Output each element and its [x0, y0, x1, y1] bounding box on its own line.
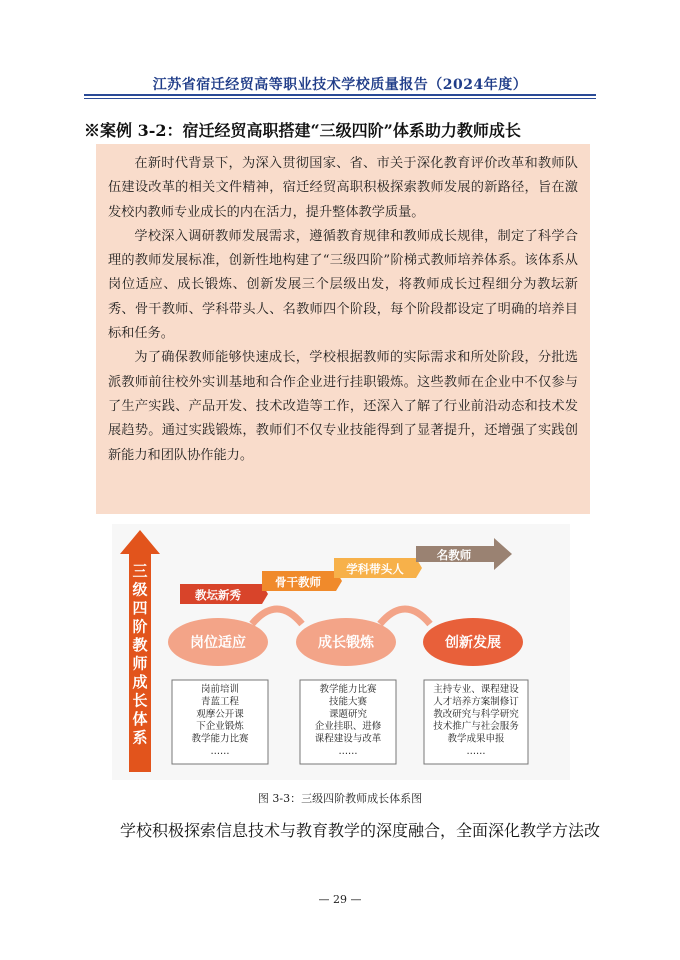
stage-label-2: 骨干教师	[275, 575, 321, 589]
case-text-box	[96, 144, 590, 514]
vertical-label-char: 级	[132, 580, 148, 599]
level-label-2: 成长锻炼	[318, 635, 374, 651]
header-divider	[84, 94, 596, 99]
level-list-item: 教学成果申报	[447, 733, 505, 745]
level-list-item: 教改研究与科学研究	[433, 708, 519, 720]
stage-label-3: 学科带头人	[346, 562, 404, 576]
level-label-1: 岗位适应	[190, 635, 246, 651]
page-number: — 29 —	[318, 893, 362, 906]
level-list-item: ……	[466, 746, 486, 757]
stage-label-1: 教坛新秀	[195, 588, 241, 602]
level-list-item: 下企业锻炼	[196, 721, 244, 733]
level-list-item: ……	[338, 746, 358, 757]
case-paragraph-3: 为了确保教师能够快速成长，学校根据教师的实际需求和所处阶段，分批选派教师前往校外实训基地和合作企业进行挂职锻炼。这些教师在企业中不仅参与了生产实践、产品开发、技术改造等工作，还深入了解了行业前沿动态和技术发展趋势。通过实践锻炼，教师们不仅专业技能得到了显著提升，还增强了实践创新能力和团队协作能力。	[108, 350, 578, 463]
report-header-title: 江苏省宿迁经贸高等职业技术学校质量报告（2024年度）	[152, 77, 528, 93]
level-list-item: 教学能力比赛	[191, 733, 249, 745]
level-list-item: 观摩公开课	[196, 708, 244, 720]
vertical-label-char: 成	[132, 673, 148, 691]
vertical-label-char: 教	[132, 636, 148, 654]
vertical-label-char: 长	[132, 691, 148, 710]
vertical-label	[132, 562, 148, 747]
case-paragraph-1: 在新时代背景下，为深入贯彻国家、省、市关于深化教育评价改革和教师队伍建设改革的相关文件精神，宿迁经贸高职积极探索教师发展的新路径，旨在激发校内教师专业成长的内在活力，提升整体教学质量。	[108, 156, 578, 220]
level-list-item: 课题研究	[328, 708, 368, 720]
level-label-3: 创新发展	[445, 635, 501, 651]
vertical-label-char: 三	[132, 562, 148, 580]
level-list-item: 岗前培训	[200, 684, 240, 695]
vertical-label-char: 阶	[132, 617, 148, 636]
level-list-item: 技术推广与社会服务	[433, 721, 519, 733]
level-list-item: 青蓝工程	[200, 696, 240, 708]
vertical-label-char: 体	[132, 710, 148, 728]
figure-caption: 图 3-3：三级四阶教师成长体系图	[257, 792, 423, 805]
body-text: 学校积极探索信息技术与教育教学的深度融合，全面深化教学方法改	[120, 821, 601, 840]
level-list-item: 企业挂职、进修	[314, 721, 382, 733]
vertical-label-char: 系	[132, 728, 148, 747]
stage-label-4: 名教师	[436, 548, 472, 562]
case-paragraph-2: 学校深入调研教师发展需求，遵循教育规律和教师成长规律，制定了科学合理的教师发展标准，创新性地构建了“三级四阶”阶梯式教师培养体系。该体系从岗位适应、成长锻炼、创新发展三个层级出发，将教师成长过程细分为教坛新秀、骨干教师、学科带头人、名教师四个阶段，每个阶段都设定了明确的培养目标和任务。	[108, 228, 578, 342]
vertical-label-char: 四	[132, 599, 148, 617]
growth-system-figure	[112, 524, 570, 780]
growth-system-diagram	[112, 524, 570, 780]
connector-arc-2	[380, 609, 430, 624]
level-list-item: 教学能力比赛	[319, 684, 377, 695]
vertical-label-char: 师	[132, 654, 148, 673]
level-list-item: 课程建设与改革	[314, 733, 382, 745]
connector-arc-1	[252, 609, 302, 624]
level-list-item: ……	[210, 746, 230, 757]
case-title: ※案例 3-2：宿迁经贸高职搭建“三级四阶”体系助力教师成长	[84, 121, 521, 140]
level-list-item: 技能大赛	[328, 696, 368, 708]
level-list-item: 主持专业、课程建设	[433, 684, 519, 695]
level-list-item: 人才培养方案制修订	[433, 696, 519, 708]
